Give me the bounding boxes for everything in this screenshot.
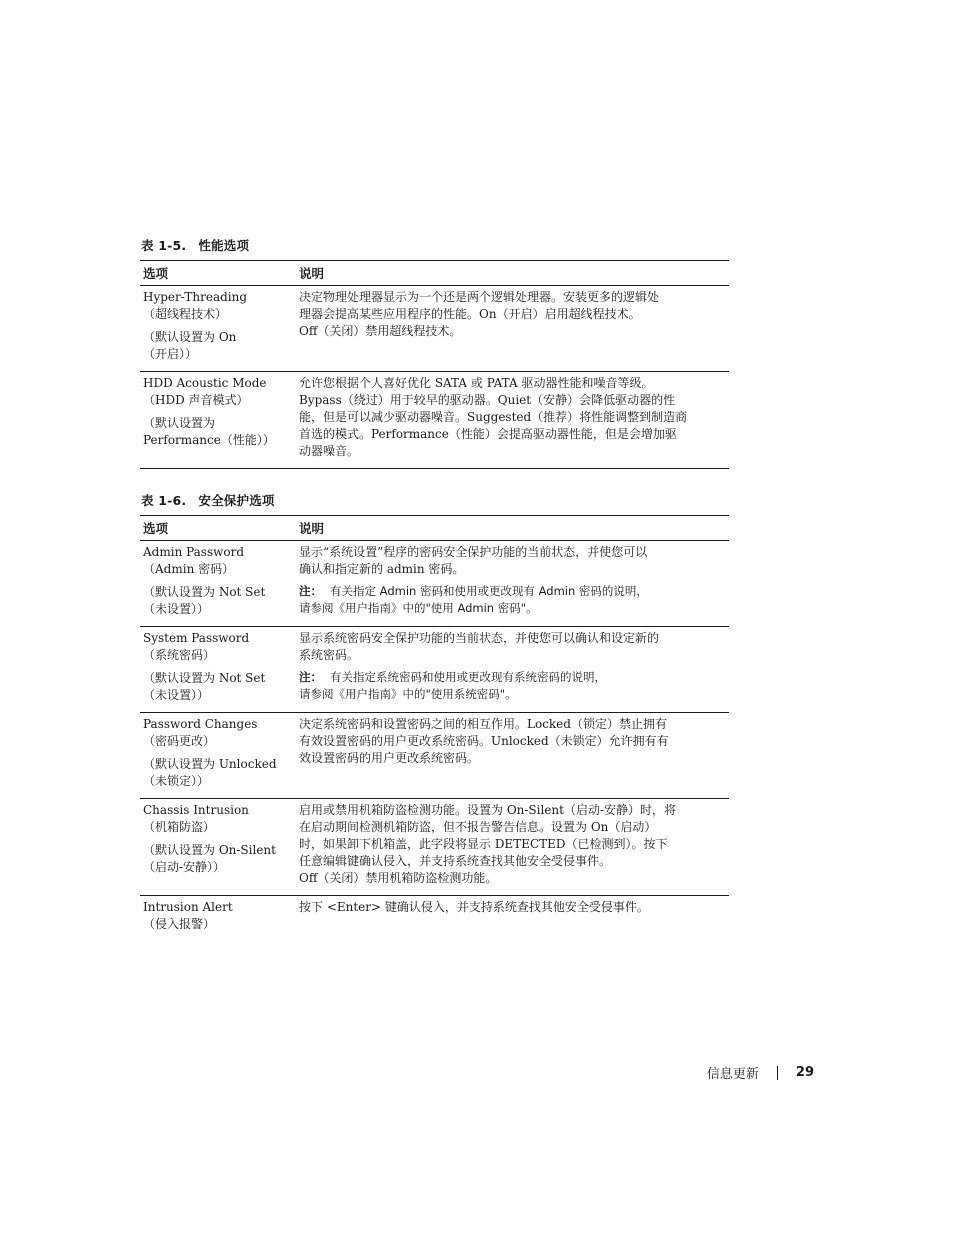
description-line: 首选的模式。Performance（性能）会提高驱动器性能，但是会增加驱 [299, 427, 677, 441]
option-default: （默认设置为 On [143, 330, 237, 344]
option-default: （默认设置为 Not Set [143, 671, 266, 685]
description-line: 时，如果卸下机箱盖，此字段将显示 DETECTED（已检测到）。按下 [299, 837, 668, 851]
footer-divider [777, 1066, 778, 1080]
table-header-row [140, 516, 729, 541]
description-line: 允许您根据个人喜好优化 SATA 或 PATA 驱动器性能和噪音等级。 [299, 376, 654, 390]
option-name-translation: （系统密码） [143, 648, 216, 662]
description-cell [298, 799, 729, 896]
table-row [140, 896, 729, 942]
description-line: Off（关闭）禁用超线程技术。 [299, 324, 462, 338]
description-line: 启用或禁用机箱防盗检测功能。设置为 On-Silent（启动-安静）时，将 [299, 803, 677, 817]
page-footer [707, 1063, 814, 1082]
option-default-translation: （未设置）） [143, 602, 210, 616]
footer-section-title: 信息更新 [706, 1067, 759, 1082]
option-default-translation: Performance（性能）） [143, 433, 275, 447]
option-default-translation: （启动-安静）） [143, 860, 226, 874]
caption-number: 表 1-6. [141, 493, 187, 508]
description-cell [298, 541, 729, 627]
table-row [140, 541, 729, 627]
description-line: 显示“系统设置”程序的密码安全保护功能的当前状态，并使您可以 [299, 545, 648, 559]
note-label: 注： [299, 584, 322, 598]
table-row [140, 286, 729, 372]
table-header-row [140, 261, 729, 286]
note [299, 583, 725, 617]
option-name: Admin Password [143, 545, 245, 559]
option-cell [140, 713, 298, 799]
description-line: 效设置密码的用户更改系统密码。 [299, 751, 480, 765]
option-cell [140, 286, 298, 372]
caption-title: 安全保护选项 [198, 493, 275, 508]
note [299, 669, 725, 703]
option-name-translation: （机箱防盗） [143, 820, 216, 834]
option-default-translation: （未设置）） [143, 688, 210, 702]
description-line: 动器噪音。 [299, 444, 360, 458]
description-cell [298, 896, 729, 942]
column-header-option: 选项 [140, 516, 298, 541]
option-name-translation: （HDD 声音模式） [143, 393, 249, 407]
description-line: 按下 <Enter> 键确认侵入，并支持系统查找其他安全受侵事件。 [299, 900, 649, 914]
table-1-6-caption [141, 491, 275, 509]
description-line: 在启动期间检测机箱防盗，但不报告警告信息。设置为 On（启动） [299, 820, 657, 834]
option-cell [140, 799, 298, 896]
option-cell [140, 372, 298, 469]
option-default-translation: （未锁定）） [143, 774, 210, 788]
option-name-translation: （密码更改） [143, 734, 216, 748]
option-name: Password Changes [143, 717, 258, 731]
table-row [140, 372, 729, 469]
note-text: 请参阅《用户指南》中的"使用 Admin 密码"。 [299, 601, 538, 615]
note-label: 注： [299, 670, 322, 684]
option-name: Chassis Intrusion [143, 803, 249, 817]
description-cell [298, 713, 729, 799]
option-name: System Password [143, 631, 250, 645]
table-row [140, 799, 729, 896]
description-line: 能，但是可以减少驱动器噪音。Suggested（推荐）将性能调整到制造商 [299, 410, 688, 424]
description-line: 确认和指定新的 admin 密码。 [299, 562, 465, 576]
option-name: HDD Acoustic Mode [143, 376, 267, 390]
option-default: （默认设置为 Not Set [143, 585, 266, 599]
caption-title: 性能选项 [198, 238, 250, 253]
security-options-table [140, 515, 729, 941]
option-cell [140, 896, 298, 942]
table-1-5-caption [141, 236, 249, 254]
description-line: 有效设置密码的用户更改系统密码。Unlocked（未锁定）允许拥有有 [299, 734, 669, 748]
description-line: Bypass（绕过）用于较早的驱动器。Quiet（安静）会降低驱动器的性 [299, 393, 676, 407]
description-line: 决定物理处理器显示为一个还是两个逻辑处理器。安装更多的逻辑处 [299, 290, 660, 304]
description-line: 系统密码。 [299, 648, 360, 662]
option-name: Intrusion Alert [143, 900, 233, 914]
option-cell [140, 627, 298, 713]
option-cell [140, 541, 298, 627]
option-name-translation: （超线程技术） [143, 307, 228, 321]
description-line: 决定系统密码和设置密码之间的相互作用。Locked（锁定）禁止拥有 [299, 717, 667, 731]
note-text: 请参阅《用户指南》中的"使用系统密码"。 [299, 687, 517, 701]
description-cell [298, 372, 729, 469]
description-line: 理器会提高某些应用程序的性能。On（开启）启用超线程技术。 [299, 307, 641, 321]
description-line: 任意编辑键确认侵入，并支持系统查找其他安全受侵事件。 [299, 854, 612, 868]
page-number: 29 [795, 1065, 814, 1080]
option-default: （默认设置为 [143, 416, 216, 430]
caption-number: 表 1-5. [141, 238, 187, 253]
column-header-description: 说明 [298, 261, 729, 286]
column-header-description: 说明 [298, 516, 729, 541]
table-row [140, 713, 729, 799]
option-default: （默认设置为 Unlocked [143, 757, 277, 771]
option-name-translation: （侵入报警） [143, 917, 216, 931]
option-name-translation: （Admin 密码） [143, 562, 235, 576]
description-line: Off（关闭）禁用机箱防盗检测功能。 [299, 871, 498, 885]
option-default: （默认设置为 On-Silent [143, 843, 276, 857]
column-header-option: 选项 [140, 261, 298, 286]
option-default-translation: （开启）） [143, 347, 198, 361]
table-row [140, 627, 729, 713]
description-cell [298, 286, 729, 372]
option-name: Hyper-Threading [143, 290, 248, 304]
note-text: 有关指定系统密码和使用或更改现有系统密码的说明， [330, 670, 606, 684]
description-line: 显示系统密码安全保护功能的当前状态，并使您可以确认和设定新的 [299, 631, 660, 645]
note-text: 有关指定 Admin 密码和使用或更改现有 Admin 密码的说明， [330, 584, 648, 598]
performance-options-table [140, 260, 729, 469]
description-cell [298, 627, 729, 713]
